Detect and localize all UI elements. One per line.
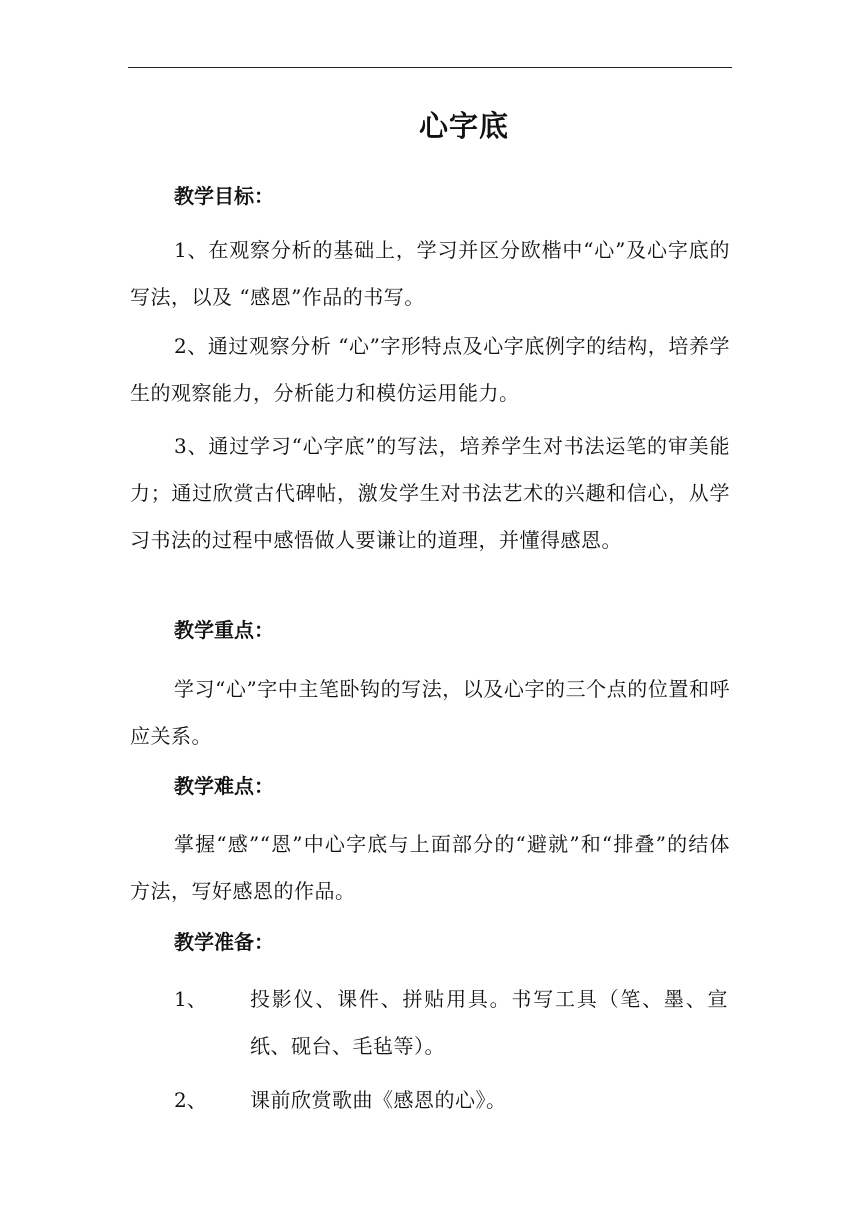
objectives-heading: 教学目标： bbox=[174, 184, 274, 208]
document-title: 心字底 bbox=[418, 109, 509, 143]
objective-item-3: 3、通过学习“心字底”的写法，培养学生对书法运笔的审美能力；通过欣赏古代碑帖，激发学生对书法艺术的兴趣和信心，从学习书法的过程中感悟做人要谦让的道理，并懂得感恩。 bbox=[130, 434, 730, 552]
difficulties-heading: 教学难点： bbox=[174, 774, 274, 798]
objective-item-2: 2、通过观察分析 “心”字形特点及心字底例字的结构，培养学生的观察能力，分析能力和模仿运用能力。 bbox=[130, 334, 730, 405]
key-points-text: 学习“心”字中主笔卧钩的写法，以及心字的三个点的位置和呼应关系。 bbox=[130, 677, 730, 748]
header-rule bbox=[128, 67, 732, 68]
preparation-heading: 教学准备： bbox=[174, 930, 274, 954]
objective-item-1: 1、在观察分析的基础上，学习并区分欧楷中“心”及心字底的写法，以及 “感恩”作品的书写。 bbox=[130, 238, 730, 309]
preparation-item-text: 课前欣赏歌曲《感恩的心》。 bbox=[250, 1088, 507, 1112]
key-points-heading: 教学重点： bbox=[174, 618, 274, 642]
preparation-item-number: 2、 bbox=[174, 1088, 207, 1112]
difficulties-text: 掌握“感”“恩”中心字底与上面部分的“避就”和“排叠”的结体方法，写好感恩的作品。 bbox=[130, 832, 730, 903]
preparation-item-text: 投影仪、课件、拼贴用具。书写工具（笔、墨、宣纸、砚台、毛毡等）。 bbox=[250, 987, 728, 1058]
preparation-item-number: 1、 bbox=[174, 987, 207, 1011]
